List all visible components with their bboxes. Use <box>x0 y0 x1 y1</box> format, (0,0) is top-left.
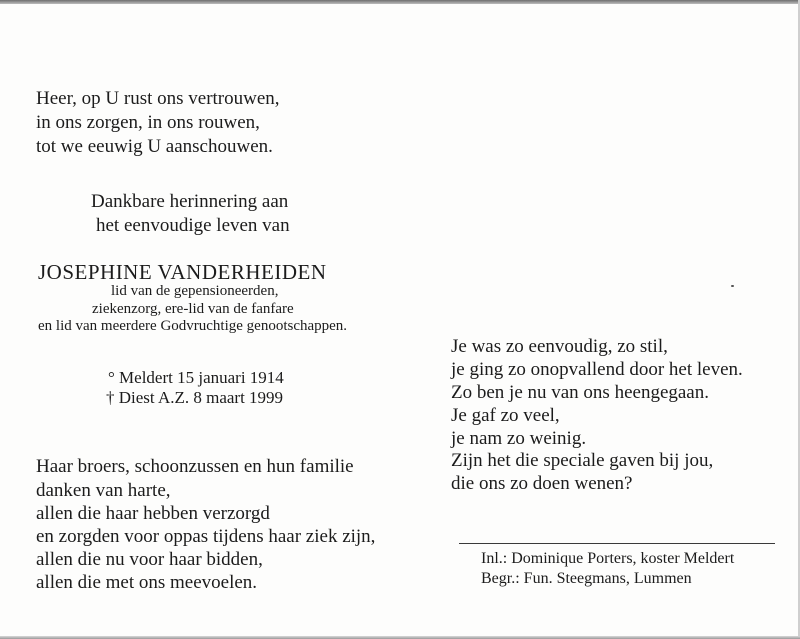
birth-date: ° Meldert 15 januari 1914 <box>108 368 284 387</box>
credits-divider <box>459 543 775 544</box>
membership-line: ziekenzorg, ere-lid van de fanfare <box>92 301 294 317</box>
membership-line: en lid van meerdere Godvruchtige genootschappen. <box>38 318 348 334</box>
credits-line: Begr.: Fun. Steegmans, Lummen <box>481 570 692 587</box>
poem-line: die ons zo doen wenen? <box>451 473 633 494</box>
death-date: † Diest A.Z. 8 maart 1999 <box>106 388 284 407</box>
thanks-line: danken van harte, <box>36 480 171 501</box>
paper-speck <box>731 285 734 287</box>
poem-line: Je was zo eenvoudig, zo stil, <box>451 336 668 357</box>
poem-line: je nam zo weinig. <box>451 428 587 449</box>
poem-line: Je gaf zo veel, <box>451 405 560 426</box>
intro-line: het eenvoudige leven van <box>96 215 290 236</box>
prayer-line: in ons zorgen, in ons rouwen, <box>36 112 260 133</box>
card-top-edge <box>0 0 800 4</box>
deceased-name: JOSEPHINE VANDERHEIDEN <box>38 260 327 284</box>
poem-line: je ging zo onopvallend door het leven. <box>451 359 743 380</box>
membership-line: lid van de gepensioneerden, <box>111 283 279 299</box>
thanks-line: en zorgden voor oppas tijdens haar ziek zijn, <box>36 526 376 547</box>
thanks-line: allen die met ons meevoelen. <box>36 572 258 593</box>
credits-line: Inl.: Dominique Porters, koster Meldert <box>481 550 735 567</box>
prayer-line: tot we eeuwig U aanschouwen. <box>36 136 273 157</box>
intro-line: Dankbare herinnering aan <box>91 191 289 212</box>
poem-line: Zijn het die speciale gaven bij jou, <box>451 450 714 471</box>
thanks-line: Haar broers, schoonzussen en hun familie <box>36 456 354 477</box>
thanks-line: allen die nu voor haar bidden, <box>36 549 263 570</box>
poem-line: Zo ben je nu van ons heengegaan. <box>451 382 709 403</box>
thanks-line: allen die haar hebben verzorgd <box>36 503 270 524</box>
prayer-line: Heer, op U rust ons vertrouwen, <box>36 88 280 109</box>
